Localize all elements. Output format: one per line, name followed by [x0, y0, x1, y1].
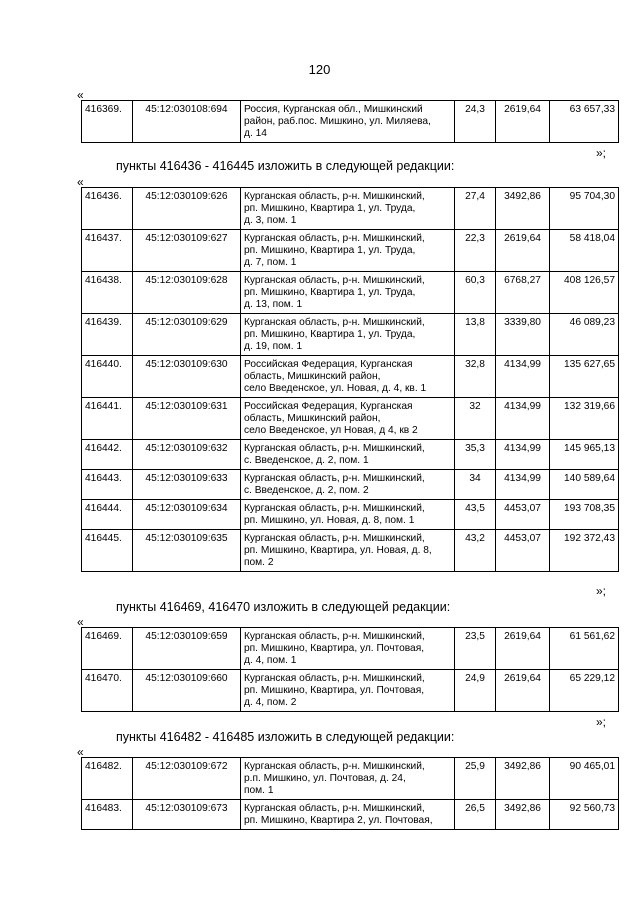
address-line: рп. Мишкино, Квартира, ул. Почтовая,	[244, 685, 425, 696]
address-line: Российская Федерация, Курганская	[244, 401, 413, 412]
item-number-cell: 416439.	[82, 314, 133, 356]
address-line: Курганская область, р-н. Мишкинский,	[244, 233, 425, 244]
table-row	[82, 398, 619, 440]
area-cell: 23,5	[455, 628, 496, 670]
cadastral-value-cell: 90 465,01	[550, 758, 619, 800]
open-quote: «	[77, 88, 84, 102]
address-cell	[241, 530, 455, 572]
address-line: рп. Мишкино, Квартира, ул. Новая, д. 8,	[244, 545, 432, 556]
close-quote: »;	[596, 146, 607, 160]
address-line: д. 13, пом. 1	[244, 299, 303, 310]
unit-price-cell: 4134,99	[496, 440, 550, 470]
address-cell	[241, 188, 455, 230]
cadastral-number-cell: 45:12:030108:694	[133, 101, 241, 143]
table-row	[82, 530, 619, 572]
address-line: Россия, Курганская обл., Мишкинский	[244, 104, 423, 115]
cadastral-number-cell: 45:12:030109:672	[133, 758, 241, 800]
section-instruction: пункты 416436 - 416445 изложить в следующей редакции:	[116, 159, 455, 173]
cadastral-value-cell: 193 708,35	[550, 500, 619, 530]
cadastral-number-cell: 45:12:030109:633	[133, 470, 241, 500]
area-cell: 25,9	[455, 758, 496, 800]
item-number-cell: 416444.	[82, 500, 133, 530]
address-line: Курганская область, р-н. Мишкинский,	[244, 631, 425, 642]
area-cell: 34	[455, 470, 496, 500]
unit-price-cell: 2619,64	[496, 230, 550, 272]
unit-price-cell: 6768,27	[496, 272, 550, 314]
address-line: р.п. Мишкино, ул. Почтовая, д. 24,	[244, 773, 406, 784]
cadastral-number-cell: 45:12:030109:632	[133, 440, 241, 470]
area-cell: 43,5	[455, 500, 496, 530]
address-cell	[241, 470, 455, 500]
cadastral-number-cell: 45:12:030109:631	[133, 398, 241, 440]
unit-price-cell: 4453,07	[496, 500, 550, 530]
cadastral-value-cell: 95 704,30	[550, 188, 619, 230]
address-cell	[241, 628, 455, 670]
section-instruction: пункты 416469, 416470 изложить в следующей редакции:	[116, 600, 451, 614]
cadastral-value-cell: 46 089,23	[550, 314, 619, 356]
address-line: Курганская область, р-н. Мишкинский,	[244, 317, 425, 328]
address-cell	[241, 800, 455, 830]
address-cell	[241, 101, 455, 143]
address-cell	[241, 500, 455, 530]
close-quote: »;	[596, 715, 607, 729]
address-cell	[241, 356, 455, 398]
address-line: рп. Мишкино, ул. Новая, д. 8, пом. 1	[244, 515, 415, 526]
address-line: рп. Мишкино, Квартира 1, ул. Труда,	[244, 245, 416, 256]
address-line: пом. 2	[244, 557, 274, 568]
table-row	[82, 800, 619, 830]
address-line: Курганская область, р-н. Мишкинский,	[244, 275, 425, 286]
unit-price-cell: 3492,86	[496, 188, 550, 230]
unit-price-cell: 3339,80	[496, 314, 550, 356]
address-line: Курганская область, р-н. Мишкинский,	[244, 443, 425, 454]
cadastral-number-cell: 45:12:030109:634	[133, 500, 241, 530]
cadastral-number-cell: 45:12:030109:635	[133, 530, 241, 572]
address-line: рп. Мишкино, Квартира, ул. Почтовая,	[244, 643, 425, 654]
address-line: Курганская область, р-н. Мишкинский,	[244, 673, 425, 684]
address-line: рп. Мишкино, Квартира 2, ул. Почтовая,	[244, 815, 433, 826]
address-line: Курганская область, р-н. Мишкинский,	[244, 191, 425, 202]
area-cell: 32	[455, 398, 496, 440]
area-cell: 22,3	[455, 230, 496, 272]
cadastral-value-cell: 408 126,57	[550, 272, 619, 314]
address-line: рп. Мишкино, Квартира 1, ул. Труда,	[244, 203, 416, 214]
cadastral-value-cell: 140 589,64	[550, 470, 619, 500]
table-row	[82, 628, 619, 670]
item-number-cell: 416445.	[82, 530, 133, 572]
cadastral-number-cell: 45:12:030109:673	[133, 800, 241, 830]
item-number-cell: 416369.	[82, 101, 133, 143]
cadastral-number-cell: 45:12:030109:627	[133, 230, 241, 272]
item-number-cell: 416438.	[82, 272, 133, 314]
open-quote: «	[77, 615, 84, 629]
address-line: Курганская область, р-н. Мишкинский,	[244, 503, 425, 514]
unit-price-cell: 4134,99	[496, 356, 550, 398]
table-row	[82, 670, 619, 712]
address-line: Курганская область, р-н. Мишкинский,	[244, 761, 425, 772]
address-line: пом. 1	[244, 785, 274, 796]
table-row	[82, 188, 619, 230]
address-line: Российская Федерация, Курганская	[244, 359, 413, 370]
address-line: Курганская область, р-н. Мишкинский,	[244, 533, 425, 544]
cadastral-value-cell: 135 627,65	[550, 356, 619, 398]
area-cell: 60,3	[455, 272, 496, 314]
address-line: с. Введенское, д. 2, пом. 1	[244, 455, 369, 466]
unit-price-cell: 2619,64	[496, 670, 550, 712]
area-cell: 32,8	[455, 356, 496, 398]
table-row	[82, 758, 619, 800]
cadastral-table	[81, 100, 619, 143]
address-line: рп. Мишкино, Квартира 1, ул. Труда,	[244, 329, 416, 340]
table-row	[82, 101, 619, 143]
area-cell: 35,3	[455, 440, 496, 470]
cadastral-value-cell: 63 657,33	[550, 101, 619, 143]
unit-price-cell: 4134,99	[496, 398, 550, 440]
cadastral-value-cell: 65 229,12	[550, 670, 619, 712]
section-instruction: пункты 416482 - 416485 изложить в следующей редакции:	[116, 730, 455, 744]
address-cell	[241, 314, 455, 356]
item-number-cell: 416483.	[82, 800, 133, 830]
table-row	[82, 230, 619, 272]
item-number-cell: 416469.	[82, 628, 133, 670]
table-row	[82, 470, 619, 500]
address-cell	[241, 670, 455, 712]
table-row	[82, 440, 619, 470]
unit-price-cell: 3492,86	[496, 800, 550, 830]
area-cell: 26,5	[455, 800, 496, 830]
cadastral-number-cell: 45:12:030109:660	[133, 670, 241, 712]
cadastral-number-cell: 45:12:030109:626	[133, 188, 241, 230]
address-line: село Введенское, ул Новая, д 4, кв 2	[244, 425, 418, 436]
item-number-cell: 416440.	[82, 356, 133, 398]
cadastral-table	[81, 627, 619, 712]
unit-price-cell: 2619,64	[496, 101, 550, 143]
area-cell: 24,9	[455, 670, 496, 712]
item-number-cell: 416442.	[82, 440, 133, 470]
cadastral-value-cell: 92 560,73	[550, 800, 619, 830]
area-cell: 27,4	[455, 188, 496, 230]
item-number-cell: 416437.	[82, 230, 133, 272]
page-number: 120	[308, 62, 331, 77]
item-number-cell: 416443.	[82, 470, 133, 500]
unit-price-cell: 4134,99	[496, 470, 550, 500]
area-cell: 24,3	[455, 101, 496, 143]
address-line: д. 3, пом. 1	[244, 215, 297, 226]
area-cell: 13,8	[455, 314, 496, 356]
address-line: д. 19, пом. 1	[244, 341, 303, 352]
cadastral-table	[81, 187, 619, 572]
close-quote: »;	[596, 584, 607, 598]
open-quote: «	[77, 745, 84, 759]
address-line: д. 4, пом. 2	[244, 697, 297, 708]
address-line: Курганская область, р-н. Мишкинский,	[244, 473, 425, 484]
address-line: село Введенское, ул. Новая, д. 4, кв. 1	[244, 383, 427, 394]
address-line: с. Введенское, д. 2, пом. 2	[244, 485, 369, 496]
table-row	[82, 272, 619, 314]
table-row	[82, 314, 619, 356]
cadastral-value-cell: 192 372,43	[550, 530, 619, 572]
unit-price-cell: 3492,86	[496, 758, 550, 800]
cadastral-value-cell: 145 965,13	[550, 440, 619, 470]
unit-price-cell: 4453,07	[496, 530, 550, 572]
address-cell	[241, 398, 455, 440]
item-number-cell: 416482.	[82, 758, 133, 800]
address-line: д. 4, пом. 1	[244, 655, 297, 666]
item-number-cell: 416470.	[82, 670, 133, 712]
open-quote: «	[77, 175, 84, 189]
address-cell	[241, 272, 455, 314]
cadastral-number-cell: 45:12:030109:628	[133, 272, 241, 314]
cadastral-table	[81, 757, 619, 830]
table-row	[82, 500, 619, 530]
address-cell	[241, 440, 455, 470]
table-row	[82, 356, 619, 398]
area-cell: 43,2	[455, 530, 496, 572]
cadastral-value-cell: 132 319,66	[550, 398, 619, 440]
address-line: Курганская область, р-н. Мишкинский,	[244, 803, 425, 814]
address-line: область, Мишкинский район,	[244, 371, 381, 382]
cadastral-number-cell: 45:12:030109:629	[133, 314, 241, 356]
address-line: область, Мишкинский район,	[244, 413, 381, 424]
address-line: рп. Мишкино, Квартира 1, ул. Труда,	[244, 287, 416, 298]
address-line: д. 7, пом. 1	[244, 257, 297, 268]
address-cell	[241, 230, 455, 272]
unit-price-cell: 2619,64	[496, 628, 550, 670]
cadastral-number-cell: 45:12:030109:630	[133, 356, 241, 398]
item-number-cell: 416441.	[82, 398, 133, 440]
address-line: д. 14	[244, 128, 267, 139]
cadastral-value-cell: 58 418,04	[550, 230, 619, 272]
item-number-cell: 416436.	[82, 188, 133, 230]
cadastral-value-cell: 61 561,62	[550, 628, 619, 670]
address-line: район, раб.пос. Мишкино, ул. Миляева,	[244, 116, 431, 127]
cadastral-number-cell: 45:12:030109:659	[133, 628, 241, 670]
address-cell	[241, 758, 455, 800]
